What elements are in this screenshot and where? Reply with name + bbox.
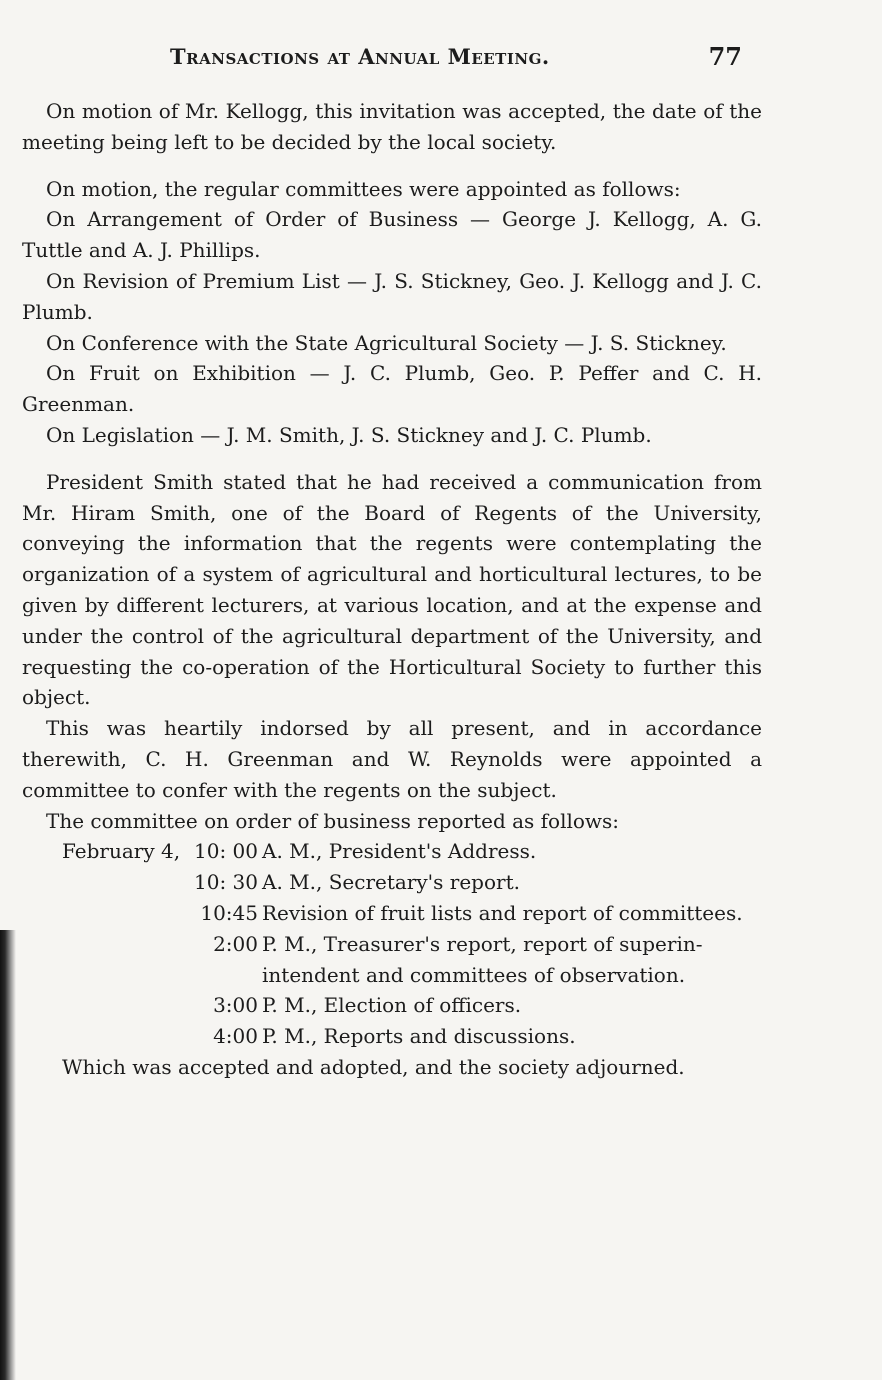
paragraph-committee-arrangement: On Arrangement of Order of Business — George J. Kellogg, A. G. Tuttle and A. J. Phillips. <box>22 207 762 263</box>
paragraph-order-of-business: The committee on order of business reported as follows: <box>46 808 620 833</box>
schedule-desc: P. M., Election of officers. <box>262 993 522 1018</box>
schedule-row <box>22 867 762 898</box>
schedule-time: 10: 00 <box>194 839 258 864</box>
schedule-time: 4:00 <box>213 1024 258 1049</box>
schedule-time: 3:00 <box>213 993 258 1018</box>
paragraph-invitation: On motion of Mr. Kellogg, this invitation was accepted, the date of the meeting being left to be decided by the local society. <box>22 99 762 154</box>
schedule-desc: A. M., Secretary's report. <box>262 870 520 895</box>
schedule-desc: P. M., Treasurer's report, report of superin- <box>262 931 703 956</box>
schedule-date: February 4, <box>62 839 181 864</box>
paragraph-committees-intro: On motion, the regular committees were appointed as follows: <box>46 176 681 201</box>
schedule-desc: A. M., President's Address. <box>262 839 537 864</box>
paragraph-committee-conference: On Conference with the State Agricultural Society — J. S. Stickney. <box>46 330 727 355</box>
running-head: Transactions at Annual Meeting. <box>170 44 550 69</box>
paragraph-committee-fruit: On Fruit on Exhibition — J. C. Plumb, Geo. P. Peffer and C. H. Greenman. <box>22 361 762 417</box>
paragraph-president-communication: President Smith stated that he had received a communication from Mr. Hiram Smith, one of the Board of Regents of the University, conveying the information that the regents were contemplating the organization of a system of agricultural and horticultural lectures, to be given by different lecturers, at various location, and at the expense and under the control of the agricultural department of the University, and requesting the co-operation of the Horticultural Society to further this object. <box>22 469 762 710</box>
schedule-desc: Revision of fruit lists and report of committees. <box>262 900 743 925</box>
schedule-desc: P. M., Reports and discussions. <box>262 1024 576 1049</box>
paragraph-committee-premium-list: On Revision of Premium List — J. S. Stickney, Geo. J. Kellogg and J. C. Plumb. <box>22 268 762 324</box>
paragraph-indorsement: This was heartily indorsed by all present, and in accordance therewith, C. H. Greenman and W. Reynolds were appointed a committee to confer with the regents on the subject. <box>22 716 762 802</box>
page-number: 77 <box>708 42 742 71</box>
body-text <box>22 96 762 1083</box>
schedule-time: 10:45 <box>200 900 258 925</box>
page-binding-edge <box>0 930 16 1380</box>
paragraph-closing: Which was accepted and adopted, and the society adjourned. <box>62 1054 685 1079</box>
schedule-row <box>22 836 762 867</box>
schedule-desc-continuation: intendent and committees of observation. <box>262 962 686 987</box>
schedule-row <box>22 898 762 929</box>
schedule-time: 2:00 <box>213 931 258 956</box>
schedule-row <box>22 990 762 1021</box>
page-header <box>170 42 750 76</box>
schedule-row <box>22 929 762 960</box>
schedule-row <box>22 1021 762 1052</box>
paragraph-committee-legislation: On Legislation — J. M. Smith, J. S. Stickney and J. C. Plumb. <box>46 422 652 447</box>
schedule-time: 10: 30 <box>194 870 258 895</box>
schedule <box>22 836 762 1052</box>
schedule-row-continuation <box>22 960 762 991</box>
